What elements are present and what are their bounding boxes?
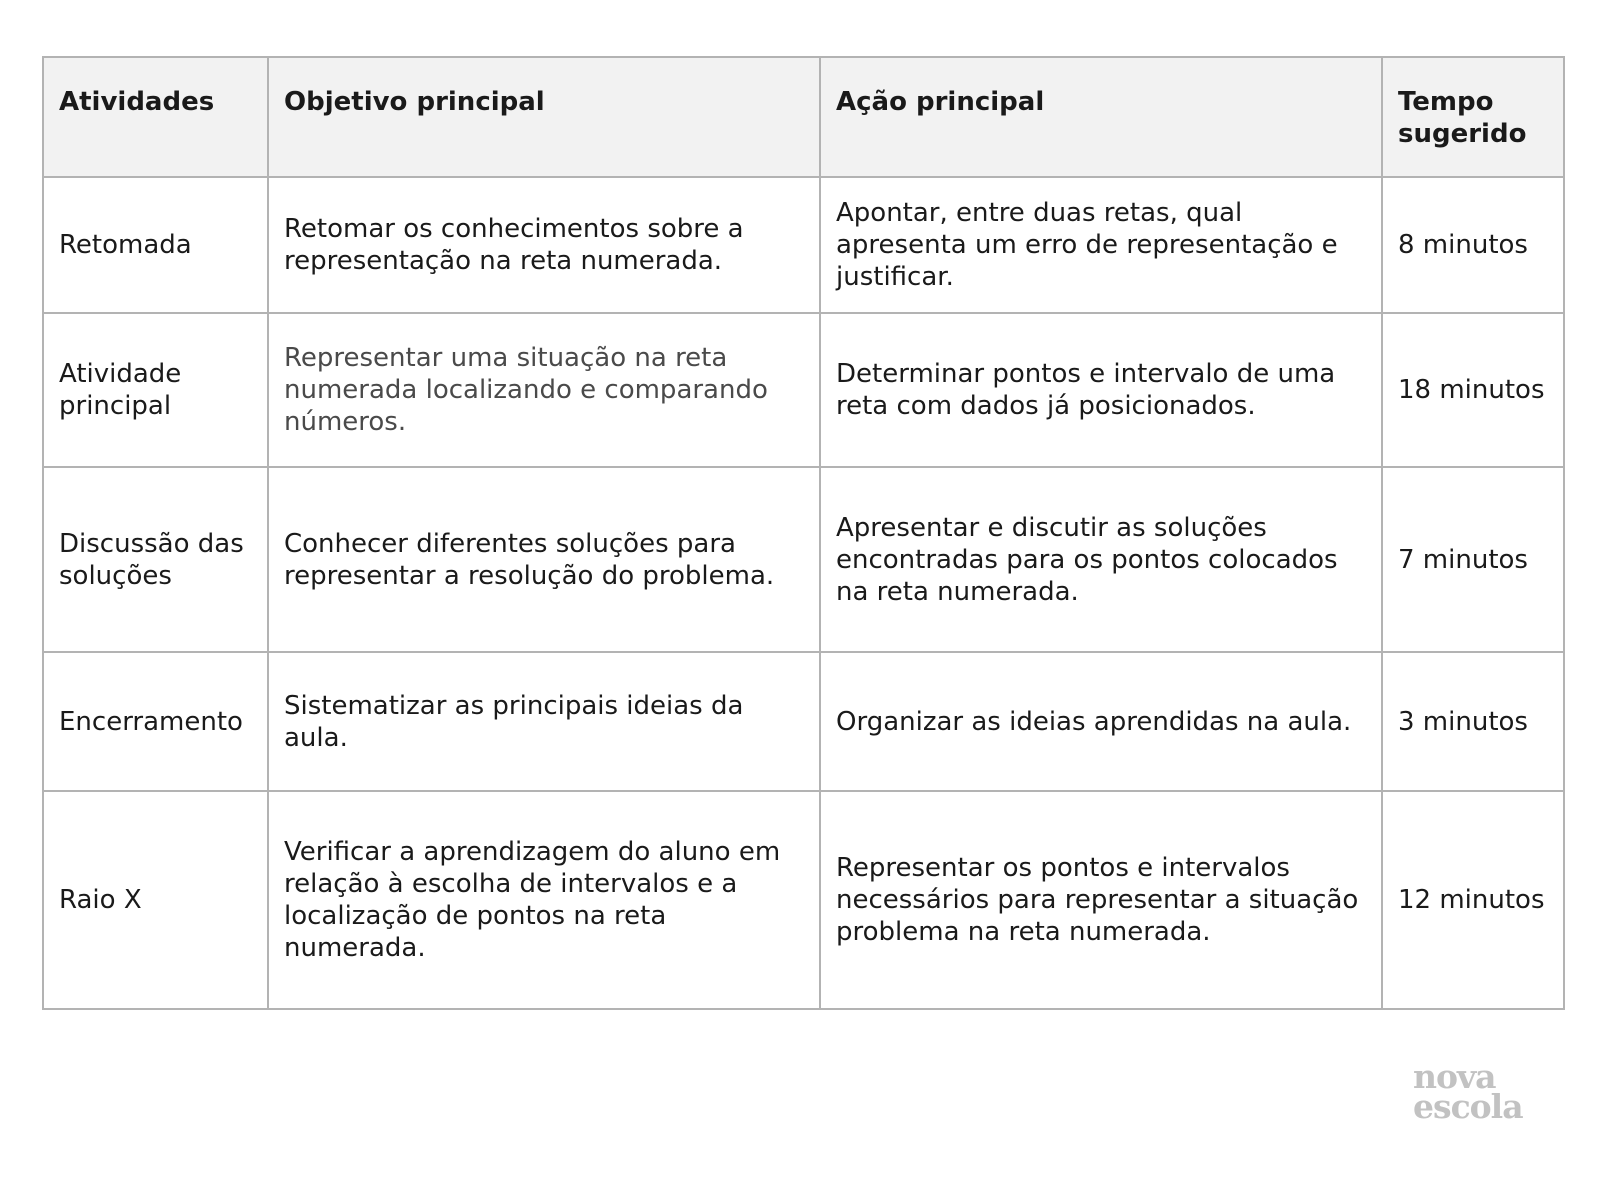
table-row [43,652,1564,791]
header-tempo-sugerido: Tempo sugerido [1382,57,1564,177]
cell-atividade: Discussão das soluções [43,467,268,652]
cell-acao: Organizar as ideias aprendidas na aula. [820,652,1382,791]
cell-objetivo: Sistematizar as principais ideias da aula. [268,652,820,791]
cell-atividade: Raio X [43,791,268,1009]
nova-escola-logo [1413,1057,1543,1126]
cell-atividade: Encerramento [43,652,268,791]
table-row [43,791,1564,1009]
cell-objetivo: Conhecer diferentes soluções para representar a resolução do problema. [268,467,820,652]
cell-tempo: 18 minutos [1382,313,1564,467]
cell-acao: Apontar, entre duas retas, qual apresenta um erro de representação e justificar. [820,177,1382,313]
cell-tempo: 12 minutos [1382,791,1564,1009]
header-atividades: Atividades [43,57,268,177]
logo-line-escola: escola [1413,1087,1523,1126]
cell-tempo: 3 minutos [1382,652,1564,791]
cell-tempo: 7 minutos [1382,467,1564,652]
cell-atividade: Retomada [43,177,268,313]
cell-atividade: Atividade principal [43,313,268,467]
cell-objetivo: Representar uma situação na reta numerada localizando e comparando números. [268,313,820,467]
cell-acao: Representar os pontos e intervalos necessários para representar a situação problema na reta numerada. [820,791,1382,1009]
table-header-row [43,57,1564,177]
table-row [43,313,1564,467]
logo-line-nova: nova [1413,1057,1496,1096]
cell-acao: Apresentar e discutir as soluções encontradas para os pontos colocados na reta numerada. [820,467,1382,652]
cell-acao: Determinar pontos e intervalo de uma reta com dados já posicionados. [820,313,1382,467]
cell-tempo: 8 minutos [1382,177,1564,313]
table-row [43,467,1564,652]
lesson-plan-table [42,56,1565,1010]
header-acao-principal: Ação principal [820,57,1382,177]
cell-objetivo: Verificar a aprendizagem do aluno em relação à escolha de intervalos e a localização de pontos na reta numerada. [268,791,820,1009]
header-objetivo-principal: Objetivo principal [268,57,820,177]
cell-objetivo: Retomar os conhecimentos sobre a representação na reta numerada. [268,177,820,313]
table-row [43,177,1564,313]
